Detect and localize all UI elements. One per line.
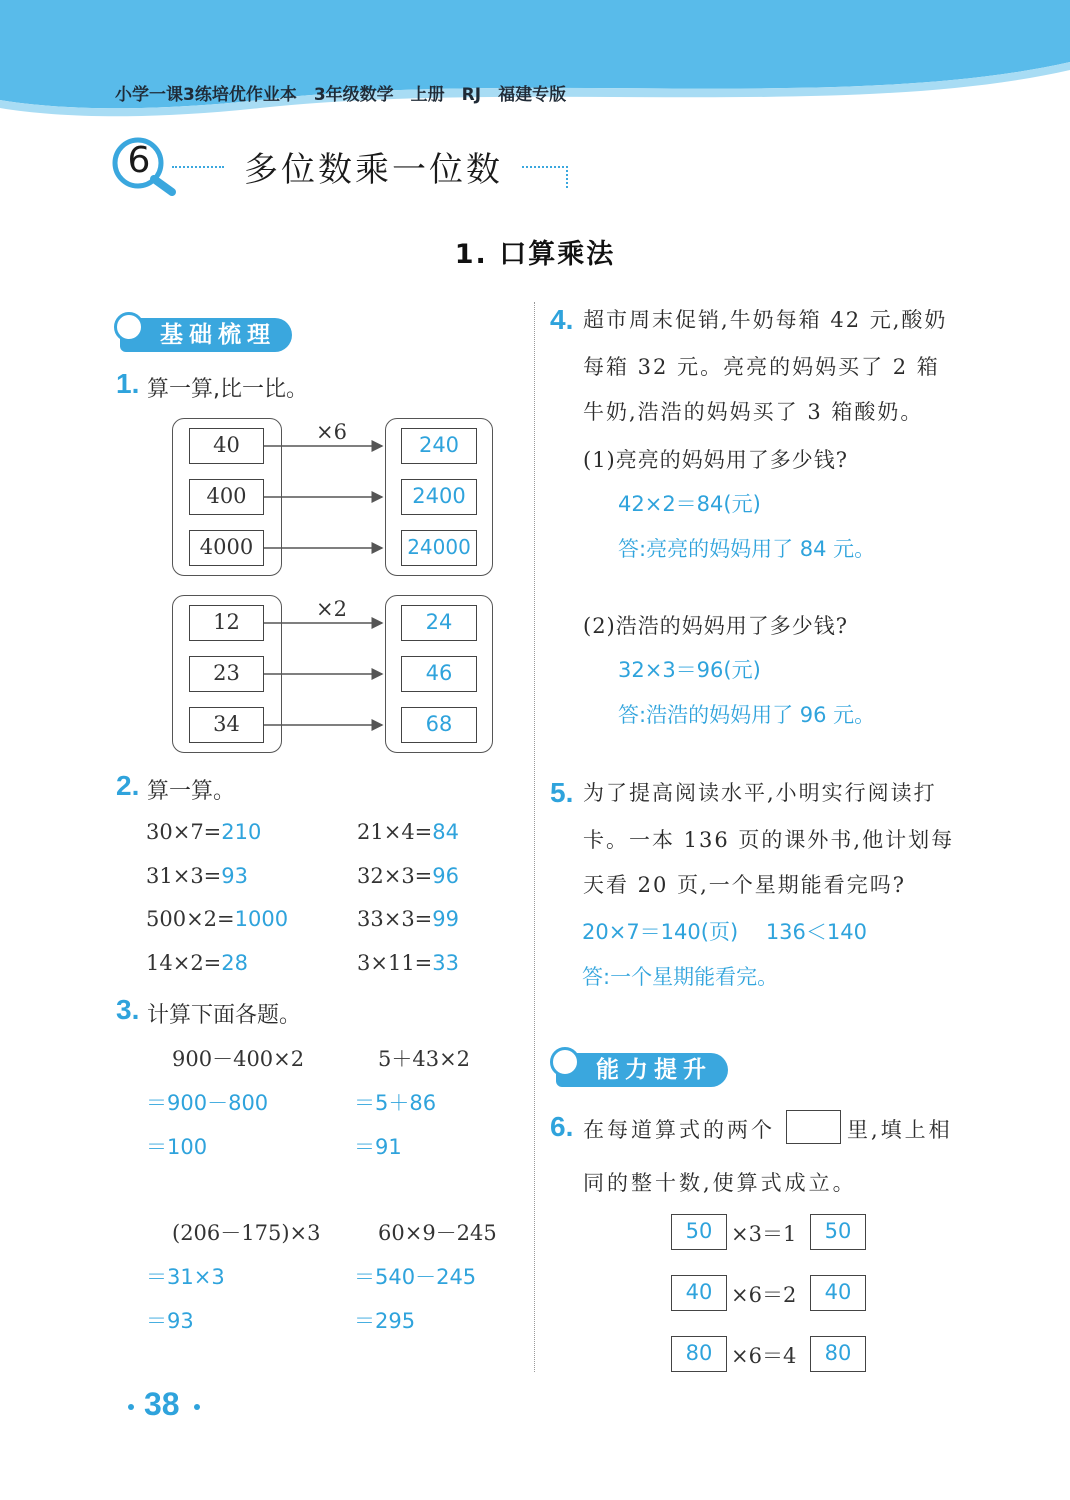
q2-expression: 14×2= [146, 951, 222, 975]
q3-expression: 900－400×2 [172, 1047, 305, 1071]
q2-answer[interactable]: 99 [432, 907, 460, 931]
q2-expression: 500×2= [146, 907, 235, 931]
q4-number: 4. [550, 304, 574, 335]
q2-answer[interactable]: 33 [432, 951, 460, 975]
q5-line: 为了提高阅读水平,小明实行阅读打 [583, 781, 937, 805]
q3-step[interactable]: ＝540－245 [354, 1265, 477, 1289]
clock-icon [550, 1047, 580, 1077]
q2-number: 2. [116, 770, 140, 801]
q3-expression: 5＋43×2 [378, 1047, 471, 1071]
q2-answer[interactable]: 1000 [234, 907, 289, 931]
q2-expression: 33×3= [357, 907, 433, 931]
q6-number: 6. [550, 1111, 574, 1142]
q2-expression: 31×3= [146, 864, 222, 888]
q2-expression: 3×11= [357, 951, 433, 975]
q6-line1-start: 在每道算式的两个 [583, 1118, 775, 1142]
q2-answer[interactable]: 96 [432, 864, 460, 888]
q4-sub2-answer[interactable]: 答:浩浩的妈妈用了 96 元。 [618, 703, 876, 727]
q4-sub1-calc[interactable]: 42×2＝84(元) [618, 492, 761, 516]
unit-title: 多位数乘一位数 [244, 150, 503, 190]
q1-input-box: 34 [189, 707, 264, 743]
q6-left-box[interactable]: 50 [671, 1214, 727, 1250]
q6-example-box [786, 1110, 841, 1144]
q2-answer[interactable]: 210 [221, 820, 262, 844]
q6-middle: ×3＝1 [731, 1222, 797, 1246]
q1-input-box: 12 [189, 605, 264, 641]
q6-right-box[interactable]: 50 [810, 1214, 866, 1250]
q2-expression: 30×7= [146, 820, 222, 844]
q6-right-box[interactable]: 80 [810, 1336, 866, 1372]
unit-number: 6 [127, 140, 151, 181]
q1-number: 1. [116, 368, 140, 399]
page-number: 38 [144, 1386, 180, 1422]
q4-sub2-calc[interactable]: 32×3＝96(元) [618, 658, 761, 682]
q4-line: 牛奶,浩浩的妈妈买了 3 箱酸奶。 [583, 400, 924, 424]
q4-sub1-question: (1)亮亮的妈妈用了多少钱? [583, 448, 849, 472]
q3-text: 计算下面各题。 [147, 1003, 302, 1028]
q1-answer-box[interactable]: 46 [401, 656, 477, 692]
book-title: 小学一课3练培优作业本 3年级数学 上册 RJ 福建专版 [115, 85, 567, 105]
q1-text: 算一算,比一比。 [147, 377, 308, 402]
section-label-basic: 基础梳理 [160, 322, 276, 348]
q1-answer-box[interactable]: 24 [401, 605, 477, 641]
column-divider [534, 302, 535, 1372]
q3-number: 3. [116, 994, 140, 1025]
q1-input-box: 400 [189, 479, 264, 515]
q3-step[interactable]: ＝100 [146, 1135, 208, 1159]
q3-step[interactable]: ＝93 [146, 1309, 194, 1333]
q4-line: 每箱 32 元。亮亮的妈妈买了 2 箱 [583, 355, 940, 379]
page-number-dot-right [194, 1404, 200, 1410]
q4-sub1-answer[interactable]: 答:亮亮的妈妈用了 84 元。 [618, 537, 876, 561]
q2-item [146, 907, 288, 931]
q5-line: 天看 20 页,一个星期能看完吗? [583, 873, 907, 897]
q1-input-box: 40 [189, 428, 264, 464]
q2-answer[interactable]: 93 [221, 864, 249, 888]
q2-item [357, 951, 459, 975]
section-label-advanced: 能力提升 [596, 1057, 712, 1083]
q2-item [357, 907, 459, 931]
q2-item [357, 820, 459, 844]
q6-line1-end: 里,填上相 [847, 1118, 953, 1142]
q4-line: 超市周末促销,牛奶每箱 42 元,酸奶 [583, 308, 948, 332]
q6-left-box[interactable]: 40 [671, 1275, 727, 1311]
q2-text: 算一算。 [147, 779, 236, 804]
page-number-dot-left [128, 1404, 134, 1410]
q1-answer-box[interactable]: 68 [401, 707, 477, 743]
top-banner [0, 0, 1070, 130]
q6-line2: 同的整十数,使算式成立。 [583, 1171, 857, 1195]
q3-step[interactable]: ＝31×3 [146, 1265, 225, 1289]
q3-step[interactable]: ＝5＋86 [354, 1091, 437, 1115]
q1-group1-operator: ×6 [316, 420, 347, 444]
q2-item [146, 820, 261, 844]
q1-input-box: 4000 [189, 530, 264, 566]
q2-item [146, 951, 248, 975]
q6-left-box[interactable]: 80 [671, 1336, 727, 1372]
q2-answer[interactable]: 84 [432, 820, 460, 844]
q2-item [146, 864, 248, 888]
clock-icon [114, 312, 144, 342]
q4-sub2-question: (2)浩浩的妈妈用了多少钱? [583, 614, 849, 638]
q5-number: 5. [550, 777, 574, 808]
unit-dots-left [172, 166, 224, 168]
q3-step[interactable]: ＝91 [354, 1135, 402, 1159]
q1-group2-operator: ×2 [316, 597, 347, 621]
q6-right-box[interactable]: 40 [810, 1275, 866, 1311]
q3-step[interactable]: ＝900－800 [146, 1091, 269, 1115]
q5-answer[interactable]: 答:一个星期能看完。 [582, 965, 779, 989]
unit-dots-right [522, 166, 568, 188]
section-tag-advanced [556, 1053, 728, 1087]
q3-expression: 60×9－245 [378, 1221, 497, 1245]
q3-expression: (206－175)×3 [172, 1221, 321, 1245]
q6-middle: ×6＝2 [731, 1283, 797, 1307]
q1-input-box: 23 [189, 656, 264, 692]
section-tag-basic [120, 318, 292, 352]
q1-answer-box[interactable]: 24000 [401, 530, 477, 566]
q2-expression: 21×4= [357, 820, 433, 844]
q5-line: 卡。一本 136 页的课外书,他计划每 [583, 828, 955, 852]
q2-item [357, 864, 459, 888]
q6-middle: ×6＝4 [731, 1344, 797, 1368]
q1-answer-box[interactable]: 2400 [401, 479, 477, 515]
q1-answer-box[interactable]: 240 [401, 428, 477, 464]
lesson-title: 1. 口算乘法 [454, 239, 616, 270]
q3-step[interactable]: ＝295 [354, 1309, 416, 1333]
q2-expression: 32×3= [357, 864, 433, 888]
q2-answer[interactable]: 28 [221, 951, 249, 975]
q5-calc[interactable]: 20×7＝140(页) 136＜140 [582, 920, 867, 944]
